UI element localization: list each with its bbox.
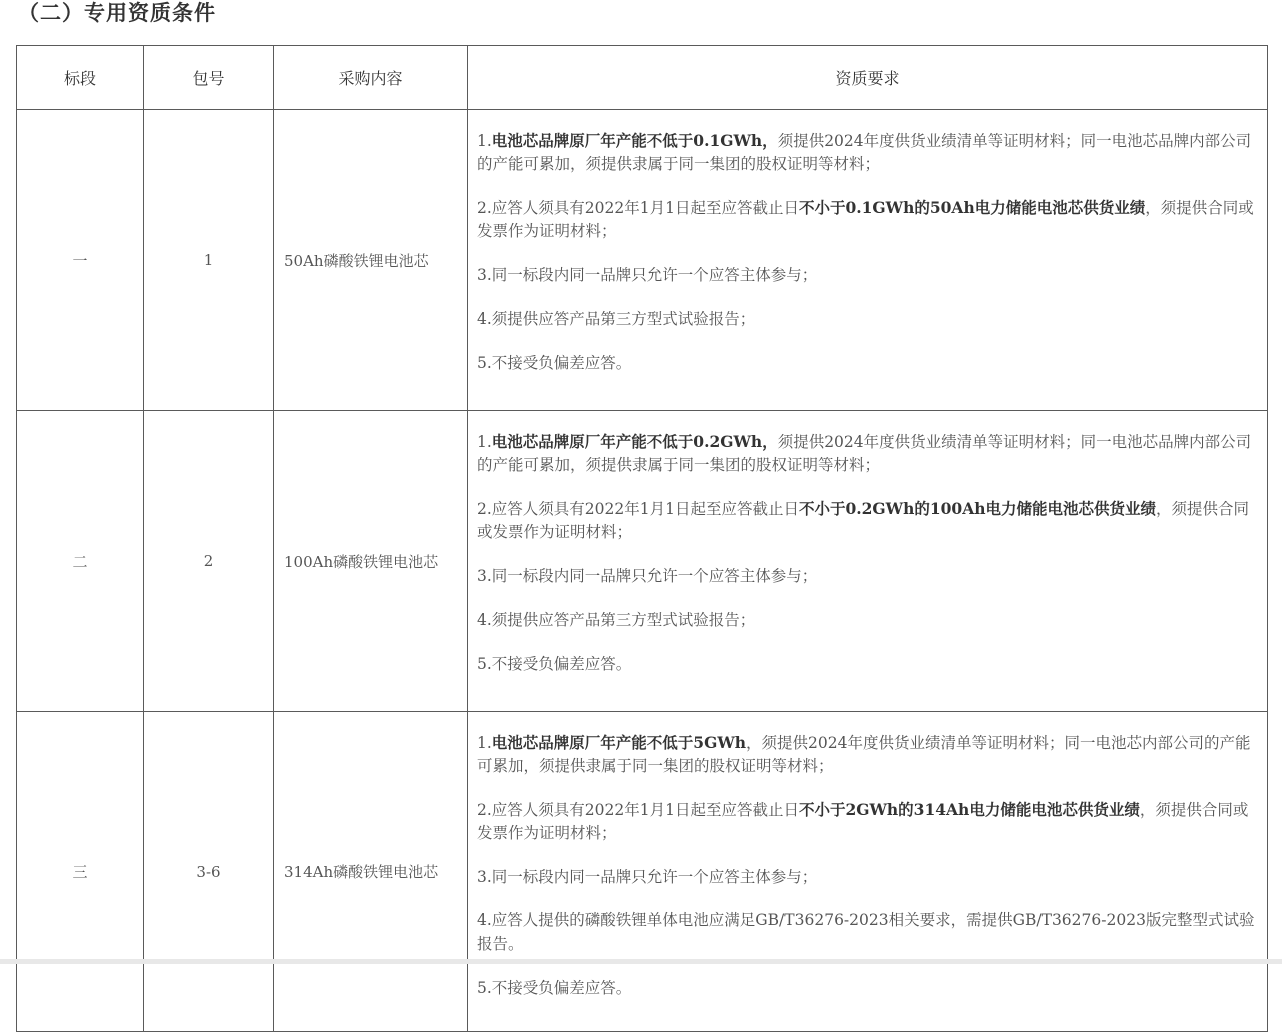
section-cell: 二 <box>17 411 144 712</box>
requirement-item: 4.应答人提供的磷酸铁锂单体电池应满足GB/T36276-2023相关要求，需提供GB/T36276-2023版完整型式试验报告。 <box>477 911 1255 953</box>
table-header-row <box>17 46 1268 110</box>
package-cell: 2 <box>144 411 274 712</box>
requirement-item: 5.不接受负偏差应答。 <box>477 354 632 372</box>
requirement-item: 1.电池芯品牌原厂年产能不低于0.2GWh，须提供2024年度供货业绩清单等证明材料；同一电池芯品牌内部公司的产能可累加，须提供隶属于同一集团的股权证明等材料； <box>477 432 1252 474</box>
requirement-item: 2.应答人须具有2022年1月1日起至应答截止日不小于2GWh的314Ah电力储能电池芯供货业绩，须提供合同或发票作为证明材料； <box>477 800 1249 842</box>
column-header-package: 包号 <box>144 46 274 110</box>
column-header-requirements: 资质要求 <box>468 46 1268 110</box>
content-cell: 100Ah磷酸铁锂电池芯 <box>274 411 468 712</box>
requirement-item: 4.须提供应答产品第三方型式试验报告； <box>477 611 756 629</box>
column-header-section: 标段 <box>17 46 144 110</box>
requirement-item: 3.同一标段内同一品牌只允许一个应答主体参与； <box>477 266 818 284</box>
requirement-item: 3.同一标段内同一品牌只允许一个应答主体参与； <box>477 567 818 585</box>
package-cell: 3-6 <box>144 712 274 1032</box>
table-row <box>17 110 1268 411</box>
requirement-item: 2.应答人须具有2022年1月1日起至应答截止日不小于0.1GWh的50Ah电力储能电池芯供货业绩，须提供合同或发票作为证明材料； <box>477 198 1254 240</box>
section-heading: （二）专用资质条件 <box>18 1 216 25</box>
package-cell: 1 <box>144 110 274 411</box>
column-header-content: 采购内容 <box>274 46 468 110</box>
requirement-item: 1.电池芯品牌原厂年产能不低于0.1GWh，须提供2024年度供货业绩清单等证明材料；同一电池芯品牌内部公司的产能可累加，须提供隶属于同一集团的股权证明等材料； <box>477 131 1252 173</box>
requirement-item: 5.不接受负偏差应答。 <box>477 979 632 997</box>
requirements-cell <box>468 110 1268 411</box>
content-cell: 50Ah磷酸铁锂电池芯 <box>274 110 468 411</box>
requirements-cell <box>468 411 1268 712</box>
requirement-item: 3.同一标段内同一品牌只允许一个应答主体参与； <box>477 868 818 886</box>
section-cell: 三 <box>17 712 144 1032</box>
section-cell: 一 <box>17 110 144 411</box>
requirement-item: 1.电池芯品牌原厂年产能不低于5GWh，须提供2024年度供货业绩清单等证明材料；同一电池芯内部公司的产能可累加，须提供隶属于同一集团的股权证明等材料； <box>477 733 1251 775</box>
requirements-cell <box>468 712 1268 1032</box>
horizontal-scrollbar[interactable] <box>0 959 1282 964</box>
requirement-item: 5.不接受负偏差应答。 <box>477 655 632 673</box>
table-row <box>17 712 1268 1032</box>
qualification-table <box>16 45 1268 1032</box>
content-cell: 314Ah磷酸铁锂电池芯 <box>274 712 468 1032</box>
requirement-item: 2.应答人须具有2022年1月1日起至应答截止日不小于0.2GWh的100Ah电力储能电池芯供货业绩，须提供合同或发票作为证明材料； <box>477 499 1250 541</box>
table-row <box>17 411 1268 712</box>
requirement-item: 4.须提供应答产品第三方型式试验报告； <box>477 310 756 328</box>
